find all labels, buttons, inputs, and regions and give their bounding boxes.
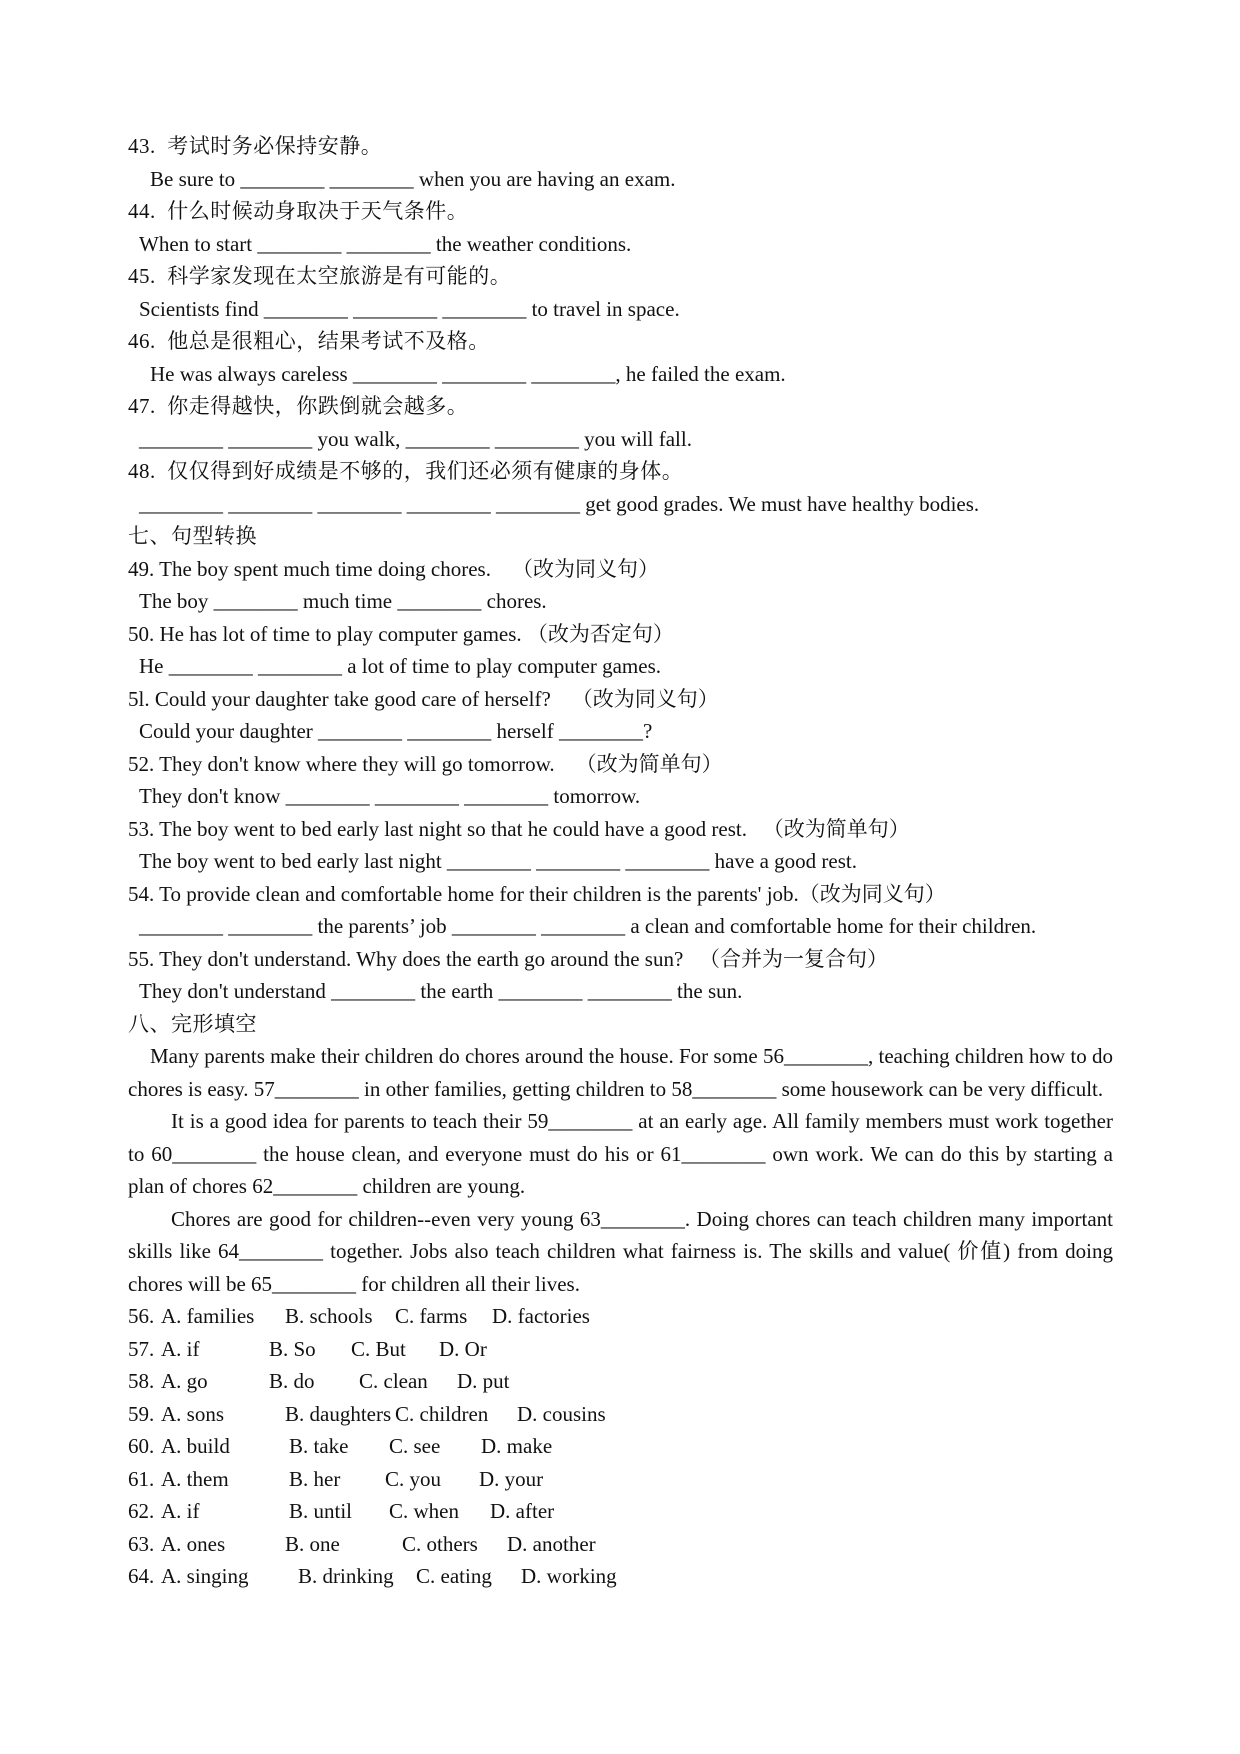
cloze-paragraph: Many parents make their children do chores around the house. For some 56________, teaching children how to do chores is easy. 57________ in other families, getting children to 58________ some housework can be very difficult.: [128, 1044, 1113, 1101]
option-d: D. another: [507, 1531, 596, 1556]
option-b: B. daughters: [285, 1401, 392, 1426]
transform-question: 52. They don't know where they will go tomorrow. （改为简单句）: [128, 751, 723, 776]
transform-question: 55. They don't understand. Why does the earth go around the sun? （合并为一复合句）: [128, 946, 889, 971]
option-c: C. you: [385, 1466, 442, 1491]
section-title: 八、完形填空: [128, 1011, 257, 1036]
option-a: A. go: [161, 1369, 208, 1393]
option-d: D. Or: [439, 1336, 487, 1361]
transform-answer: Could your daughter ________ ________ herself ________?: [139, 719, 653, 743]
option-row: [128, 1398, 1113, 1431]
option-b: B. So: [269, 1336, 316, 1361]
option-number: 63.: [128, 1531, 155, 1556]
transform-answer: The boy went to bed early last night ________ ________ ________ have a good rest.: [139, 849, 857, 873]
option-d: D. after: [490, 1499, 555, 1523]
option-b: B. her: [289, 1466, 341, 1491]
translation-question: 48. 仅仅得到好成绩是不够的，我们还必须有健康的身体。: [128, 459, 684, 483]
option-row: [128, 1463, 1113, 1496]
option-d: D. factories: [492, 1304, 590, 1328]
option-a: A. if: [161, 1499, 200, 1523]
option-b: B. take: [289, 1434, 349, 1458]
option-a: A. build: [161, 1434, 230, 1458]
translation-question: 46. 他总是很粗心，结果考试不及格。: [128, 329, 490, 353]
transform-question: 53. The boy went to bed early last night so that he could have a good rest. （改为简单句）: [128, 816, 910, 841]
option-number: 61.: [128, 1466, 155, 1491]
worksheet-content: [128, 130, 1113, 1593]
option-a: A. them: [161, 1466, 229, 1491]
transform-answer: They don't know ________ ________ ________ tomorrow.: [139, 784, 641, 808]
option-d: D. cousins: [517, 1401, 606, 1426]
option-number: 57.: [128, 1336, 155, 1361]
option-number: 59.: [128, 1401, 155, 1426]
option-c: C. farms: [395, 1304, 468, 1328]
transform-question: 5l. Could your daughter take good care of herself? （改为同义句）: [128, 686, 719, 711]
option-row: [128, 1300, 1113, 1333]
option-row: [128, 1495, 1113, 1528]
option-a: A. singing: [161, 1564, 249, 1588]
option-row: [128, 1560, 1113, 1593]
translation-answer: When to start ________ ________ the weather conditions.: [139, 231, 632, 256]
options-list: [128, 1300, 1113, 1593]
option-c: C. But: [351, 1336, 406, 1361]
transform-question: 50. He has lot of time to play computer games. （改为否定句）: [128, 621, 674, 646]
option-a: A. sons: [161, 1401, 225, 1426]
translation-answer: ________ ________ ________ ________ ________ get good grades. We must have healthy bodies.: [139, 491, 980, 516]
translation-answer: Be sure to ________ ________ when you are having an exam.: [150, 166, 676, 191]
option-c: C. clean: [359, 1369, 428, 1393]
option-b: B. one: [285, 1531, 340, 1556]
translation-question: 44. 什么时候动身取决于天气条件。: [128, 199, 469, 223]
option-b: B. do: [269, 1369, 315, 1393]
translation-answer: Scientists find ________ ________ ________ to travel in space.: [139, 296, 680, 321]
transform-answer: They don't understand ________ the earth ________ ________ the sun.: [139, 979, 743, 1003]
option-b: B. until: [289, 1499, 353, 1523]
transform-answer: He ________ ________ a lot of time to play computer games.: [139, 654, 661, 678]
option-number: 62.: [128, 1499, 155, 1523]
option-b: B. schools: [285, 1304, 373, 1328]
translation-question: 45. 科学家发现在太空旅游是有可能的。: [128, 264, 512, 288]
option-number: 64.: [128, 1564, 155, 1588]
translation-answer: He was always careless ________ ________ ________, he failed the exam.: [150, 361, 786, 386]
cloze-paragraph: Chores are good for children--even very young 63________. Doing chores can teach children many important skills like 64________ together. Jobs also teach children what fairness is. The skills and value( 价值) from doing chores will be 65________ for children all their lives.: [128, 1206, 1113, 1296]
option-c: C. when: [389, 1499, 459, 1523]
transform-section: [128, 553, 1113, 1008]
option-row: [128, 1430, 1113, 1463]
option-row: [128, 1333, 1113, 1366]
option-a: A. if: [161, 1336, 200, 1361]
transform-answer: ________ ________ the parents’ job ________ ________ a clean and comfortable home for their children.: [139, 914, 1037, 938]
option-number: 60.: [128, 1434, 155, 1458]
translation-answer: ________ ________ you walk, ________ ________ you will fall.: [139, 426, 692, 451]
translation-section: [128, 130, 1113, 520]
option-a: A. families: [161, 1304, 255, 1328]
option-a: A. ones: [161, 1531, 226, 1556]
section-title: 七、句型转换: [128, 524, 257, 548]
transform-answer: The boy ________ much time ________ chores.: [139, 589, 547, 613]
option-number: 58.: [128, 1369, 155, 1393]
option-row: [128, 1528, 1113, 1561]
option-d: D. put: [457, 1369, 510, 1393]
option-b: B. drinking: [298, 1564, 394, 1588]
option-c: C. eating: [416, 1564, 492, 1588]
option-d: D. make: [481, 1434, 553, 1458]
translation-question: 43. 考试时务必保持安静。: [128, 134, 383, 158]
option-c: C. others: [402, 1531, 478, 1556]
option-d: D. working: [521, 1564, 617, 1588]
cloze-paragraph: It is a good idea for parents to teach their 59________ at an early age. All family members must work together to 60________ the house clean, and everyone must do his or 61________ own work. We can do this by starting a plan of chores 62________ children are young.: [128, 1109, 1113, 1198]
cloze-passage: [128, 1040, 1113, 1300]
transform-question: 49. The boy spent much time doing chores. （改为同义句）: [128, 556, 659, 581]
translation-question: 47. 你走得越快，你跌倒就会越多。: [128, 394, 469, 418]
option-c: C. see: [389, 1434, 441, 1458]
option-d: D. your: [479, 1466, 544, 1491]
transform-question: 54. To provide clean and comfortable home for their children is the parents' job.（改为同义句）: [128, 881, 946, 906]
option-number: 56.: [128, 1304, 155, 1328]
option-c: C. children: [395, 1401, 489, 1426]
option-row: [128, 1365, 1113, 1398]
